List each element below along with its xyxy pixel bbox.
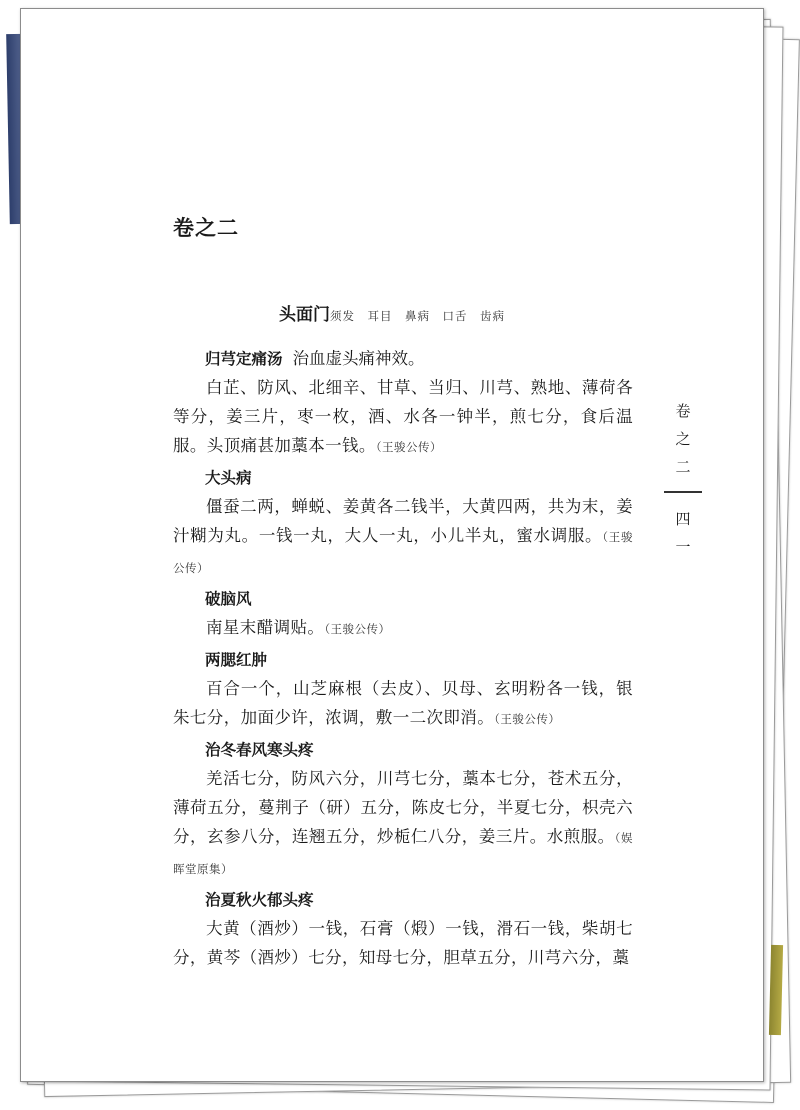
recipe-source: （王骏公传） [375, 440, 443, 454]
recipe-description: 治血虚头痛神效。 [292, 349, 425, 368]
book-cover-edge-bottom-right [769, 945, 783, 1035]
recipe-title: 两腮红肿 [205, 651, 268, 669]
margin-divider [664, 491, 702, 493]
recipe-source: （王骏公传） [173, 530, 634, 575]
recipe-source: （王骏公传） [324, 622, 391, 636]
running-head-char: 二 [675, 458, 691, 476]
recipe-heading [173, 645, 633, 674]
recipe-heading [173, 584, 633, 613]
recipe-text: 羌活七分，防风六分，川芎七分，藁本七分，苍术五分，薄荷五分，蔓荆子（研）五分，陈皮七分，半夏七分，枳壳六分，玄参八分，连翘五分，炒栀仁八分，姜三片。水煎服。 [173, 769, 633, 846]
recipe-text: 南星末醋调贴。 [206, 618, 325, 637]
recipe-body [173, 914, 633, 972]
recipe-heading [173, 735, 633, 764]
recipe-text: 僵蚕二两，蝉蜕、姜黄各二钱半，大黄四两，共为末，姜汁糊为丸。一钱一丸，大人一丸，小儿半丸，蜜水调服。 [173, 497, 633, 545]
recipe-title: 归芎定痛汤 [205, 350, 283, 368]
recipe-title: 治冬春风寒头疼 [205, 741, 314, 759]
recipe-body [173, 492, 633, 583]
section-subtitle: 须发 耳目 鼻病 口舌 齿病 [330, 309, 505, 323]
recipe-text: 大黄（酒炒）一钱，石膏（煅）一钱，滑石一钱，柴胡七分，黄芩（酒炒）七分，知母七分，胆草五分，川芎六分，藁 [173, 919, 633, 967]
recipe-title: 破脑风 [205, 590, 252, 608]
recipe-body [173, 764, 633, 884]
chapter-title: 卷之二 [173, 215, 239, 240]
recipe-heading [173, 885, 633, 914]
recipe-heading [173, 344, 633, 373]
book-page [20, 8, 764, 1082]
recipe-heading [173, 463, 633, 492]
recipe-text: 百合一个，山芝麻根（去皮）、贝母、玄明粉各一钱，银朱七分，加面少许，浓调，敷一二次即消。 [173, 679, 633, 727]
section-heading [21, 300, 763, 325]
page-number-char: 一 [675, 538, 691, 556]
recipe-body [173, 373, 633, 462]
section-title: 头面门 [279, 305, 330, 325]
recipe-body [173, 674, 633, 734]
recipe-list [173, 343, 633, 973]
page-number-char: 四 [675, 510, 691, 528]
running-head-char: 之 [675, 430, 691, 448]
recipe-title: 大头病 [205, 469, 252, 487]
margin-running-head [660, 397, 706, 561]
recipe-title: 治夏秋火郁头疼 [205, 891, 314, 909]
recipe-body [173, 613, 633, 644]
running-head-char: 卷 [675, 402, 691, 420]
recipe-source: （王骏公传） [494, 712, 561, 726]
recipe-text: 白芷、防风、北细辛、甘草、当归、川芎、熟地、薄荷各等分，姜三片，枣一枚，酒、水各一钟半，煎七分，食后温服。头顶痛甚加藁本一钱。 [173, 378, 633, 455]
recipe-source: （娱晖堂原集） [173, 831, 634, 876]
